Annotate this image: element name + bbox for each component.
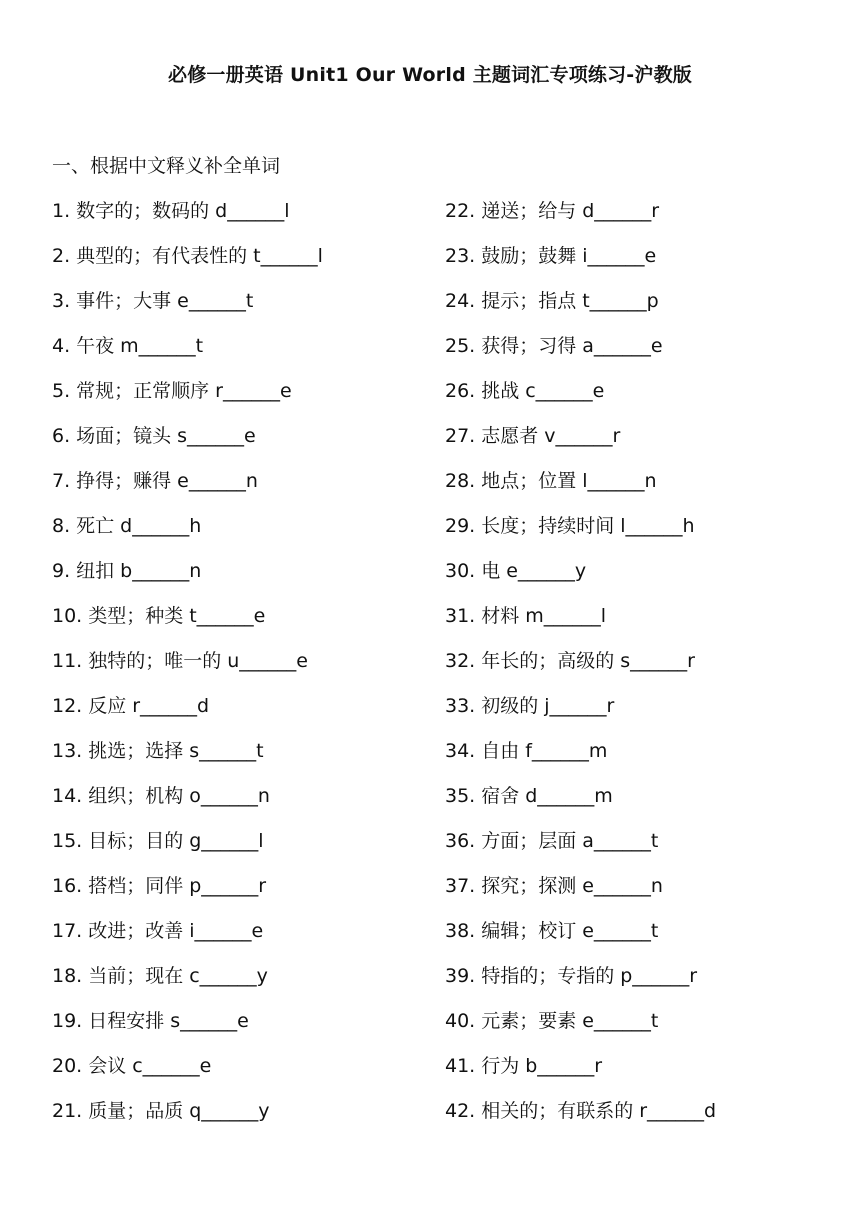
- exercise-item: [52, 241, 323, 286]
- exercise-item: [52, 286, 323, 331]
- exercise-item: [445, 1051, 716, 1096]
- item-number: 22.: [445, 200, 476, 222]
- item-meaning: 独特的；唯一的: [88, 650, 222, 672]
- exercise-item: [52, 376, 323, 421]
- item-blank: d______r: [582, 200, 660, 222]
- item-blank: t______p: [582, 290, 659, 312]
- exercise-item: [445, 1096, 716, 1141]
- exercise-item: [52, 601, 323, 646]
- item-blank: c______e: [525, 380, 605, 402]
- item-number: 1.: [52, 200, 71, 222]
- item-number: 25.: [445, 335, 476, 357]
- item-meaning: 质量；品质: [88, 1100, 184, 1122]
- item-number: 10.: [52, 605, 83, 627]
- item-meaning: 当前；现在: [88, 965, 184, 987]
- item-meaning: 地点；位置: [481, 470, 577, 492]
- item-meaning: 典型的；有代表性的: [76, 245, 248, 267]
- item-blank: p______r: [189, 875, 267, 897]
- exercise-item: [445, 331, 716, 376]
- item-number: 40.: [445, 1010, 476, 1032]
- item-meaning: 编辑；校订: [481, 920, 577, 942]
- exercise-item: [445, 286, 716, 331]
- item-number: 23.: [445, 245, 476, 267]
- item-meaning: 场面；镜头: [76, 425, 172, 447]
- exercise-item: [52, 331, 323, 376]
- item-number: 16.: [52, 875, 83, 897]
- item-number: 29.: [445, 515, 476, 537]
- item-meaning: 类型；种类: [88, 605, 184, 627]
- item-number: 36.: [445, 830, 476, 852]
- item-blank: l______n: [582, 470, 657, 492]
- exercise-item: [52, 466, 323, 511]
- item-meaning: 组织；机构: [88, 785, 184, 807]
- item-blank: a______t: [582, 830, 659, 852]
- exercise-item: [52, 1096, 323, 1141]
- exercise-item: [445, 511, 716, 556]
- item-blank: c______y: [189, 965, 268, 987]
- exercise-item: [52, 646, 323, 691]
- item-blank: e______y: [506, 560, 587, 582]
- exercise-item: [52, 826, 323, 871]
- item-meaning: 纽扣: [76, 560, 115, 582]
- item-blank: e______n: [582, 875, 663, 897]
- item-blank: g______l: [189, 830, 264, 852]
- item-meaning: 目标；目的: [88, 830, 184, 852]
- exercise-item: [52, 196, 323, 241]
- item-meaning: 元素；要素: [481, 1010, 577, 1032]
- item-number: 41.: [445, 1055, 476, 1077]
- item-meaning: 午夜: [76, 335, 115, 357]
- item-meaning: 数字的；数码的: [76, 200, 210, 222]
- item-blank: s______e: [170, 1010, 249, 1032]
- exercise-item: [445, 1006, 716, 1051]
- item-blank: r______d: [132, 695, 210, 717]
- item-meaning: 挣得；赚得: [76, 470, 172, 492]
- exercise-item: [445, 781, 716, 826]
- item-number: 19.: [52, 1010, 83, 1032]
- item-number: 15.: [52, 830, 83, 852]
- item-number: 27.: [445, 425, 476, 447]
- item-number: 21.: [52, 1100, 83, 1122]
- item-blank: b______n: [120, 560, 202, 582]
- exercise-item: [445, 826, 716, 871]
- item-meaning: 死亡: [76, 515, 115, 537]
- exercise-item: [52, 916, 323, 961]
- item-number: 12.: [52, 695, 83, 717]
- item-number: 20.: [52, 1055, 83, 1077]
- right-column: [445, 196, 716, 1141]
- item-number: 8.: [52, 515, 71, 537]
- exercise-item: [445, 376, 716, 421]
- exercise-item: [52, 1006, 323, 1051]
- item-number: 7.: [52, 470, 71, 492]
- item-number: 18.: [52, 965, 83, 987]
- item-number: 34.: [445, 740, 476, 762]
- item-meaning: 探究；探测: [481, 875, 577, 897]
- item-number: 37.: [445, 875, 476, 897]
- exercise-item: [445, 691, 716, 736]
- item-number: 17.: [52, 920, 83, 942]
- left-column: [52, 196, 323, 1141]
- item-number: 4.: [52, 335, 71, 357]
- exercise-item: [445, 646, 716, 691]
- exercise-item: [52, 871, 323, 916]
- item-blank: s______r: [620, 650, 695, 672]
- item-meaning: 特指的；专指的: [481, 965, 615, 987]
- item-meaning: 电: [481, 560, 501, 582]
- item-number: 9.: [52, 560, 71, 582]
- item-number: 33.: [445, 695, 476, 717]
- item-number: 14.: [52, 785, 83, 807]
- item-number: 42.: [445, 1100, 476, 1122]
- item-meaning: 自由: [481, 740, 520, 762]
- item-number: 26.: [445, 380, 476, 402]
- exercise-item: [52, 511, 323, 556]
- item-number: 5.: [52, 380, 71, 402]
- item-number: 24.: [445, 290, 476, 312]
- section-heading: 一、根据中文释义补全单词: [52, 155, 281, 177]
- item-blank: a______e: [582, 335, 663, 357]
- exercise-item: [445, 421, 716, 466]
- item-number: 2.: [52, 245, 71, 267]
- item-blank: d______m: [525, 785, 613, 807]
- item-blank: o______n: [189, 785, 270, 807]
- item-blank: q______y: [189, 1100, 270, 1122]
- exercise-item: [445, 916, 716, 961]
- item-blank: e______t: [177, 290, 254, 312]
- item-number: 30.: [445, 560, 476, 582]
- item-number: 35.: [445, 785, 476, 807]
- exercise-item: [445, 196, 716, 241]
- item-blank: s______t: [189, 740, 264, 762]
- item-meaning: 日程安排: [88, 1010, 165, 1032]
- item-meaning: 挑选；选择: [88, 740, 184, 762]
- item-meaning: 反应: [88, 695, 127, 717]
- item-blank: p______r: [620, 965, 698, 987]
- item-number: 39.: [445, 965, 476, 987]
- item-meaning: 志愿者: [481, 425, 539, 447]
- exercise-item: [52, 781, 323, 826]
- item-blank: b______r: [525, 1055, 603, 1077]
- item-number: 11.: [52, 650, 83, 672]
- item-blank: d______l: [215, 200, 290, 222]
- item-meaning: 提示；指点: [481, 290, 577, 312]
- item-meaning: 宿舍: [481, 785, 520, 807]
- item-blank: t______e: [189, 605, 266, 627]
- item-meaning: 材料: [481, 605, 520, 627]
- exercise-item: [52, 421, 323, 466]
- item-meaning: 行为: [481, 1055, 520, 1077]
- item-blank: u______e: [227, 650, 308, 672]
- item-blank: r______e: [215, 380, 292, 402]
- item-blank: e______t: [582, 1010, 659, 1032]
- item-number: 38.: [445, 920, 476, 942]
- item-number: 31.: [445, 605, 476, 627]
- item-blank: e______t: [582, 920, 659, 942]
- item-meaning: 初级的: [481, 695, 539, 717]
- item-blank: j______r: [544, 695, 615, 717]
- item-blank: m______l: [525, 605, 607, 627]
- exercise-item: [445, 466, 716, 511]
- item-meaning: 改进；改善: [88, 920, 184, 942]
- item-number: 32.: [445, 650, 476, 672]
- item-meaning: 常规；正常顺序: [76, 380, 210, 402]
- item-meaning: 长度；持续时间: [481, 515, 615, 537]
- exercise-item: [445, 556, 716, 601]
- item-meaning: 年长的；高级的: [481, 650, 615, 672]
- item-meaning: 递送；给与: [481, 200, 577, 222]
- item-number: 3.: [52, 290, 71, 312]
- item-blank: m______t: [120, 335, 204, 357]
- item-blank: t______l: [253, 245, 323, 267]
- exercise-item: [445, 241, 716, 286]
- item-meaning: 事件；大事: [76, 290, 172, 312]
- item-blank: i______e: [582, 245, 657, 267]
- item-blank: r______d: [639, 1100, 717, 1122]
- item-meaning: 会议: [88, 1055, 127, 1077]
- exercise-item: [52, 556, 323, 601]
- item-blank: l______h: [620, 515, 695, 537]
- exercise-item: [52, 1051, 323, 1096]
- exercise-item: [445, 736, 716, 781]
- page-title: 必修一册英语 Unit1 Our World 主题词汇专项练习-沪教版: [168, 64, 692, 86]
- item-blank: i______e: [189, 920, 264, 942]
- exercise-item: [52, 736, 323, 781]
- item-blank: c______e: [132, 1055, 212, 1077]
- exercise-item: [445, 871, 716, 916]
- exercise-item: [52, 961, 323, 1006]
- item-meaning: 搭档；同伴: [88, 875, 184, 897]
- item-number: 13.: [52, 740, 83, 762]
- exercise-item: [445, 961, 716, 1006]
- item-meaning: 获得；习得: [481, 335, 577, 357]
- item-number: 6.: [52, 425, 71, 447]
- exercise-item: [445, 601, 716, 646]
- item-meaning: 鼓励；鼓舞: [481, 245, 577, 267]
- item-blank: s______e: [177, 425, 256, 447]
- item-blank: v______r: [544, 425, 621, 447]
- item-meaning: 方面；层面: [481, 830, 577, 852]
- item-blank: d______h: [120, 515, 202, 537]
- item-meaning: 挑战: [481, 380, 520, 402]
- item-blank: e______n: [177, 470, 258, 492]
- item-number: 28.: [445, 470, 476, 492]
- exercise-item: [52, 691, 323, 736]
- item-meaning: 相关的；有联系的: [481, 1100, 634, 1122]
- item-blank: f______m: [525, 740, 608, 762]
